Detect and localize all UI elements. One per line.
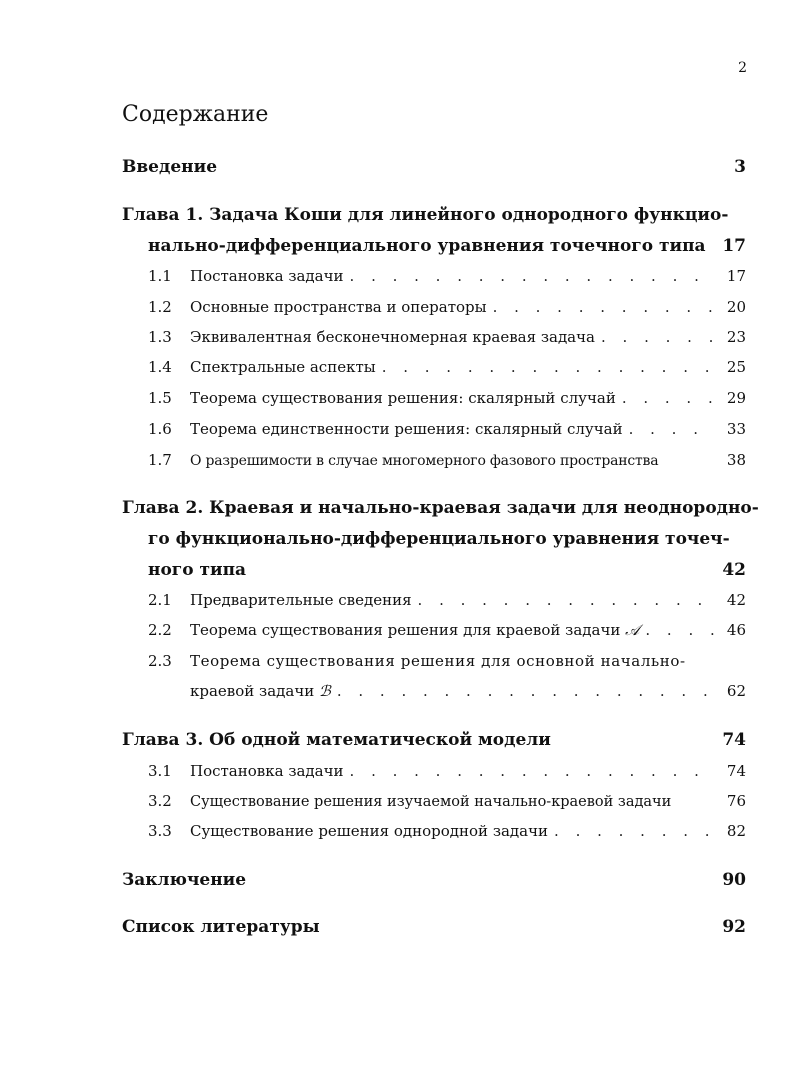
toc-section-1-1[interactable]	[122, 261, 746, 291]
toc-section-1-2[interactable]	[122, 292, 746, 322]
math-symbol-b: ℬ	[319, 682, 331, 700]
section-label: Спектральные аспекты	[190, 358, 376, 376]
section-page: 62	[726, 682, 746, 700]
section-number: 3.1	[148, 762, 172, 780]
section-number: 1.4	[148, 358, 172, 376]
section-page: 29	[726, 389, 746, 407]
section-number: 1.2	[148, 298, 172, 316]
toc-section-3-2[interactable]	[122, 786, 746, 816]
section-label: О разрешимости в случае многомерного фазового пространства	[190, 453, 659, 469]
chapter-2-title-line-2: го функционально-дифференциального уравнения точеч-	[148, 529, 730, 549]
chapter-2-page: 42	[722, 560, 746, 580]
toc-section-3-1[interactable]	[122, 756, 746, 786]
chapter-2-title-line-3: ного типа	[148, 560, 247, 580]
math-symbol-a: 𝒜	[625, 621, 640, 639]
section-page: 33	[726, 420, 746, 438]
toc-section-1-5[interactable]	[122, 383, 746, 413]
section-number: 1.5	[148, 389, 172, 407]
toc-chapter-3[interactable]	[122, 725, 746, 755]
toc-conclusion[interactable]	[122, 865, 746, 895]
section-label-line-2: краевой задачи	[190, 682, 315, 700]
toc-section-1-4[interactable]	[122, 352, 746, 382]
section-page: 42	[726, 591, 746, 609]
section-label: Теорема существования решения для краевой задачи	[190, 621, 621, 639]
toc-references-page: 92	[722, 917, 746, 937]
section-page: 76	[726, 792, 746, 810]
section-number: 3.3	[148, 822, 172, 840]
section-page: 74	[726, 762, 746, 780]
toc-section-2-2[interactable]	[122, 615, 746, 645]
section-page: 82	[726, 822, 746, 840]
section-label: Существование решения однородной задачи	[190, 822, 549, 840]
section-number: 1.1	[148, 267, 172, 285]
section-label: Теорема существования решения: скалярный случай	[190, 389, 616, 407]
section-number: 3.2	[148, 792, 172, 810]
section-label: Теорема единственности решения: скалярный случай	[190, 420, 623, 438]
toc-chapter-1[interactable]	[122, 200, 746, 262]
section-number: 2.2	[148, 621, 172, 639]
toc-intro-page: 3	[734, 157, 746, 177]
chapter-2-title-line-1: Глава 2. Краевая и начально-краевая задачи для неоднородно-	[122, 498, 759, 518]
page-number: 2	[738, 60, 747, 76]
toc-section-3-3[interactable]	[122, 816, 746, 846]
section-number: 1.7	[148, 451, 172, 469]
section-page: 38	[726, 451, 746, 469]
section-number: 1.6	[148, 420, 172, 438]
toc-section-2-1[interactable]	[122, 585, 746, 615]
chapter-3-page: 74	[722, 730, 746, 750]
section-number: 1.3	[148, 328, 172, 346]
section-page: 25	[726, 358, 746, 376]
toc-chapter-2[interactable]	[122, 493, 759, 586]
section-page: 17	[726, 267, 746, 285]
chapter-1-title-line-2: нально-дифференциального уравнения точечного типа	[148, 236, 706, 256]
section-page: 46	[726, 621, 746, 639]
toc-section-1-3[interactable]	[122, 322, 746, 352]
toc-references[interactable]	[122, 912, 746, 942]
section-page: 23	[726, 328, 746, 346]
section-label: Постановка задачи	[190, 762, 344, 780]
toc-section-1-7[interactable]	[122, 445, 746, 475]
toc-section-2-3[interactable]	[122, 646, 746, 706]
chapter-1-title-line-1: Глава 1. Задача Коши для линейного однородного функцио-	[122, 205, 729, 225]
section-label-line-1: Теорема существования решения для основной начально-	[190, 652, 686, 670]
toc-conclusion-label: Заключение	[122, 870, 247, 890]
toc-intro-label: Введение	[122, 157, 218, 177]
section-label: Эквивалентная бесконечномерная краевая задача	[190, 328, 595, 346]
chapter-3-title: Глава 3. Об одной математической модели	[122, 730, 551, 750]
section-page: 20	[726, 298, 746, 316]
chapter-1-page: 17	[722, 236, 746, 256]
section-number: 2.3	[148, 652, 172, 670]
toc-references-label: Список литературы	[122, 917, 320, 937]
section-label: Основные пространства и операторы	[190, 298, 487, 316]
page-title: Содержание	[122, 102, 269, 127]
section-label: Постановка задачи	[190, 267, 344, 285]
section-number: 2.1	[148, 591, 172, 609]
section-label: Предварительные сведения	[190, 591, 412, 609]
toc-intro[interactable]	[122, 152, 746, 182]
section-label: Существование решения изучаемой начально-краевой задачи	[190, 794, 672, 810]
toc-section-1-6[interactable]	[122, 414, 746, 444]
toc-conclusion-page: 90	[722, 870, 746, 890]
